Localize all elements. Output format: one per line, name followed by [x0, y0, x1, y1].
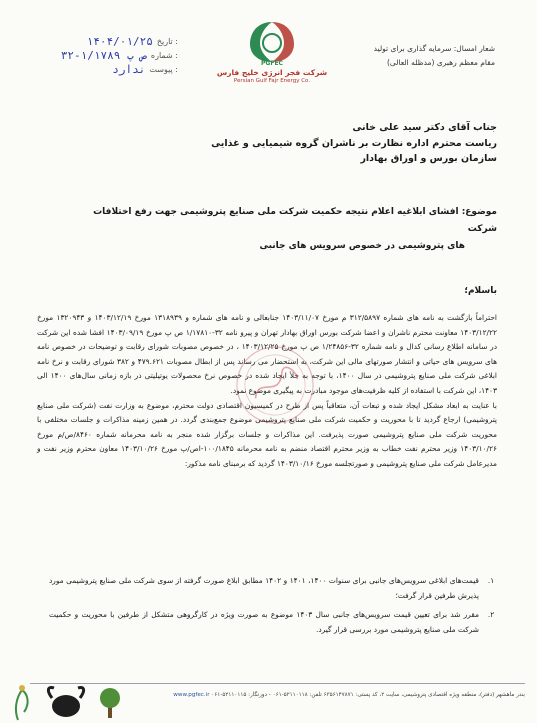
svg-text:PGFEC: PGFEC	[261, 60, 283, 66]
subject-line-1: افشای ابلاغیه اعلام نتیجه حکمیت شرکت ملی صنایع پتروشیمی جهت رفع اختلافات شرکت	[93, 207, 497, 234]
recipient-block	[137, 120, 497, 167]
list-item-number: ۱.	[487, 576, 495, 585]
attachment-row	[48, 62, 178, 76]
company-logo-icon	[242, 18, 302, 66]
slogan-attribution: مقام معظم رهبری (مدظله العالی)	[387, 58, 495, 67]
subject-block	[77, 204, 497, 255]
date-value: ۱۴۰۴/۰۱/۲۵	[86, 34, 153, 48]
recipient-line-2: ریاست محترم اداره نظارت بر ناشران گروه شیمیایی و غذایی	[211, 137, 497, 149]
company-logo	[212, 18, 332, 114]
certification-logos	[4, 676, 134, 722]
subject-label: موضوع:	[461, 207, 497, 217]
plant-logo-icon	[16, 685, 28, 720]
list-item-text: مقرر شد برای تعیین قیمت سرویس‌های جانبی سال ۱۴۰۳ موضوع به صورت ویژه در کارگروهی متشکل از طرفین با محوریت و حکمیت شرکت ملی صنایع پتروشیمی مورد بررسی قرار گیرد.	[49, 610, 479, 634]
company-name-en: Persian Gulf Fajr Energy Co.	[233, 78, 311, 84]
attachment-label: پیوست :	[149, 64, 178, 74]
bull-logo-icon	[48, 687, 83, 717]
tree-logo-icon	[100, 688, 120, 718]
list-item	[49, 607, 497, 637]
year-slogan	[315, 42, 495, 70]
number-value: ۳۲-۱/۱۷۸۹ ص پ	[60, 48, 147, 62]
slogan-label: شعار امسال: سرمایه گذاری برای تولید	[373, 44, 495, 53]
body-paragraph-1: احتراماً بازگشت به نامه های شماره ۳۱۲/۵۸۹۷ م مورخ ۱۴۰۳/۱۱/۰۷ جنابعالی و نامه های شماره و ۱۳۱۸۹۳۹ مورخ ۱۴۰۳/۱۲/۱۹ و ۱۳۲۰۹۴۳ مورخ ۱۴۰۳/۱۲/۲۲ معاونت محترم ناشران و اعضا شرکت بورس اوراق بهادار تهران و پیرو نامه ۳۲-۱/۱۷۸۱۰ ص پ مورخ ۱۴۰۳/۰۹/۱۹ افشا شده این شرکت در سامانه اطلاع رسانی کدال و نامه شماره ۳۲-۱/۲۴۸۵۶ ص پ مورخ ۱۴۰۳/۱۲/۲۵ ، در خصوص مصوبات شورای رقابت و توضیحات در خصوص نامه های سرویس های حیاتی و انتشار صورتهای مالی این شرکت، به استحضار می رساند پس از ابطال مصوبات ۴۷۹.۶۲۱ و ۳۸۲ شورای رقابت و نرخ نامه ابلاغی شرکت ملی صنایع پتروشیمی در سال ۱۴۰۰، با توجه به خلأ ایجاد شده در خصوص نرخ محصولات یوتیلیتی در بازه زمانی سال‌های ۱۴۰۰ الی ۱۴۰۳، این شرکت با استفاده از کلیه ظرفیت‌های موجود مبادرت به پیگیری موضوع نمود.	[37, 313, 498, 395]
date-row	[48, 34, 178, 48]
list-item-text: قیمت‌های ابلاغی سرویس‌های جانبی برای سنوات ۱۴۰۰، ۱۴۰۱ و ۱۴۰۲ مطابق ابلاغ صورت گرفته از سوی شرکت ملی صنایع پتروشیمی مورد پذیرش طرفین قرار گرفت؛	[49, 576, 479, 600]
subject-line-2: های پتروشیمی در خصوص سرویس های جانبی	[259, 241, 465, 251]
footer-address: بندر ماهشهر (دفتر)، منطقه ویژه اقتصادی پتروشیمی، سایت ۲، کد پستی: ۶۳۵۶۱۴۷۸۷۱ تلفن: ۵۲۱۱۰۱۱۸-۰۶۱ - دورنگار: ۵۲۱۱۰۱۱۵-۰۶۱	[211, 692, 525, 698]
decision-list	[49, 573, 497, 641]
number-row	[48, 48, 178, 62]
letter-meta	[48, 34, 178, 76]
recipient-line-1: جناب آقای دکتر سید علی خانی	[352, 122, 497, 133]
number-label: شماره :	[150, 50, 178, 60]
recipient-line-3: سازمان بورس و اوراق بهادار	[360, 153, 497, 164]
company-name-fa: شرکت فجر انرژی خلیج فارس	[216, 68, 328, 77]
list-item	[49, 573, 497, 603]
list-item-number: ۲.	[487, 610, 495, 619]
attachment-value: ندارد	[112, 62, 146, 76]
greeting: باسلام؛	[464, 286, 497, 296]
body-paragraph-2: با عنایت به ابعاد مشکل ایجاد شده و تبعات آن، متعاقباً پس از طرح در کمیسیون اقتصادی دولت محترم، موضوع به وزارت نفت (شرکت ملی صنایع پتروشیمی) ارجاع گردید تا با محوریت و حکمیت شرکت ملی صنایع پتروشیمی موضوع جمع‌بندی گردد. در همین زمینه مذاکرات و جلسات مختلفی با محوریت شرکت ملی صنایع پتروشیمی صورت پذیرفت. این مذاکرات و جلسات برگزار شده منجر به نامه محرمانه شماره ۸۴۶۰/ص/م مورخ ۱۴۰۳/۱۰/۲۶ وزیر محترم نفت خطاب به وزیر محترم اقتصاد منضم به نامه محرمانه ۱۰۰/۱۸۴۵-اص/پ مورخ ۱۴۰۳/۱۰/۲۶ معاون محترم وزیر نفت و مدیرعامل شرکت ملی صنایع پتروشیمی و صورتجلسه مورخ ۱۴۰۳/۱۰/۱۶ گردید که برمبنای نامه مذکور:	[37, 400, 497, 468]
date-label: تاریخ :	[156, 36, 178, 46]
footer-website: www.pgfec.ir	[173, 692, 210, 698]
